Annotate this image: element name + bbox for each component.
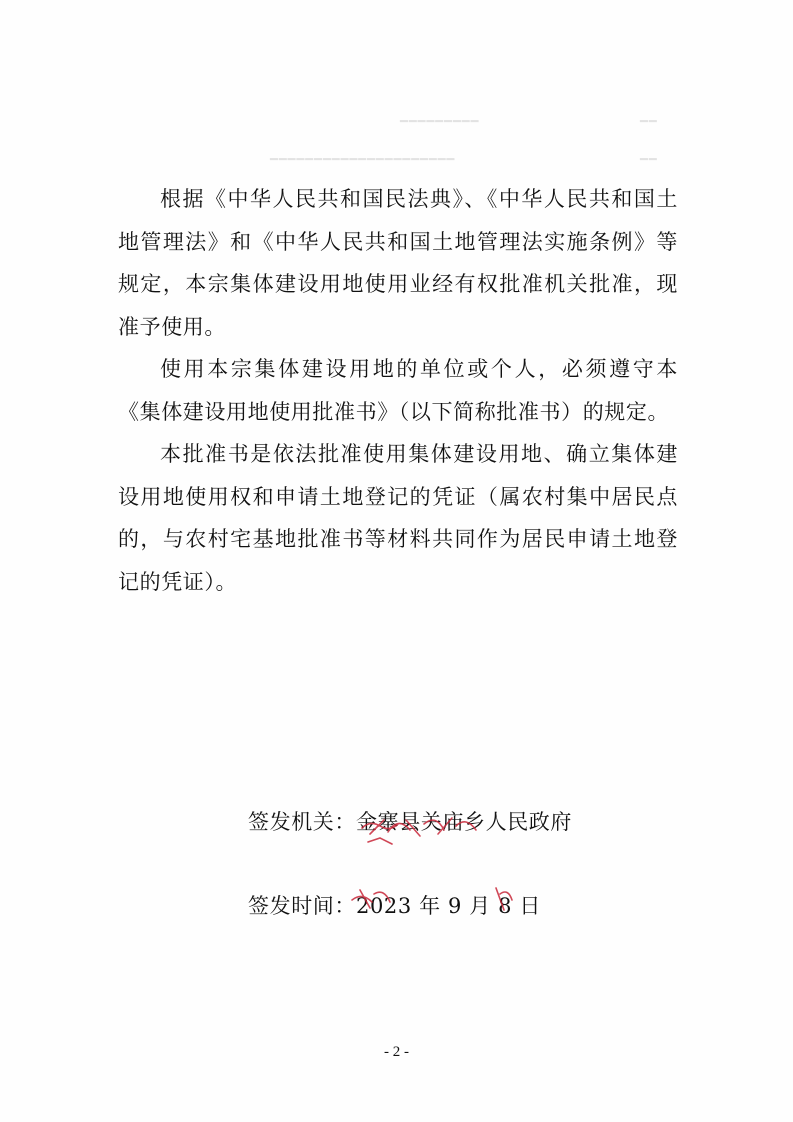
paragraph: 使用本宗集体建设用地的单位或个人，必须遵守本《集体建设用地使用批准书》（以下简称批准书）的规定。 — [118, 357, 678, 424]
bleed-through-mark: ▁▁ — [640, 108, 658, 123]
issuer-value: 金寨县关庙乡人民政府 — [356, 810, 572, 834]
page-number: - 2 - — [384, 1044, 409, 1060]
issuer-label: 签发机关： — [248, 810, 356, 834]
issue-date-line — [248, 890, 541, 920]
issue-date-label: 签发时间： — [248, 894, 356, 918]
issue-date-value: 2023 年 9 月 8 日 — [356, 894, 541, 918]
paragraph: 根据《中华人民共和国民法典》、《中华人民共和国土地管理法》和《中华人民共和国土地管理法实施条例》等规定，本宗集体建设用地使用业经有权批准机关批准，现准予使用。 — [118, 187, 678, 339]
paragraph: 本批准书是依法批准使用集体建设用地、确立集体建设用地使用权和申请土地登记的凭证（属农村集中居民点的，与农村宅基地批准书等材料共同作为居民申请土地登记的凭证）。 — [118, 442, 678, 594]
document-body — [118, 178, 678, 603]
bleed-through-mark: ▁▁▁▁▁▁▁▁▁ — [400, 108, 480, 123]
bleed-through-mark: ▁▁▁▁▁▁▁▁▁▁▁▁▁▁▁▁▁▁▁▁▁ — [270, 146, 456, 161]
bleed-through-mark: ▁▁ — [640, 146, 658, 161]
issuer-line — [248, 806, 572, 836]
